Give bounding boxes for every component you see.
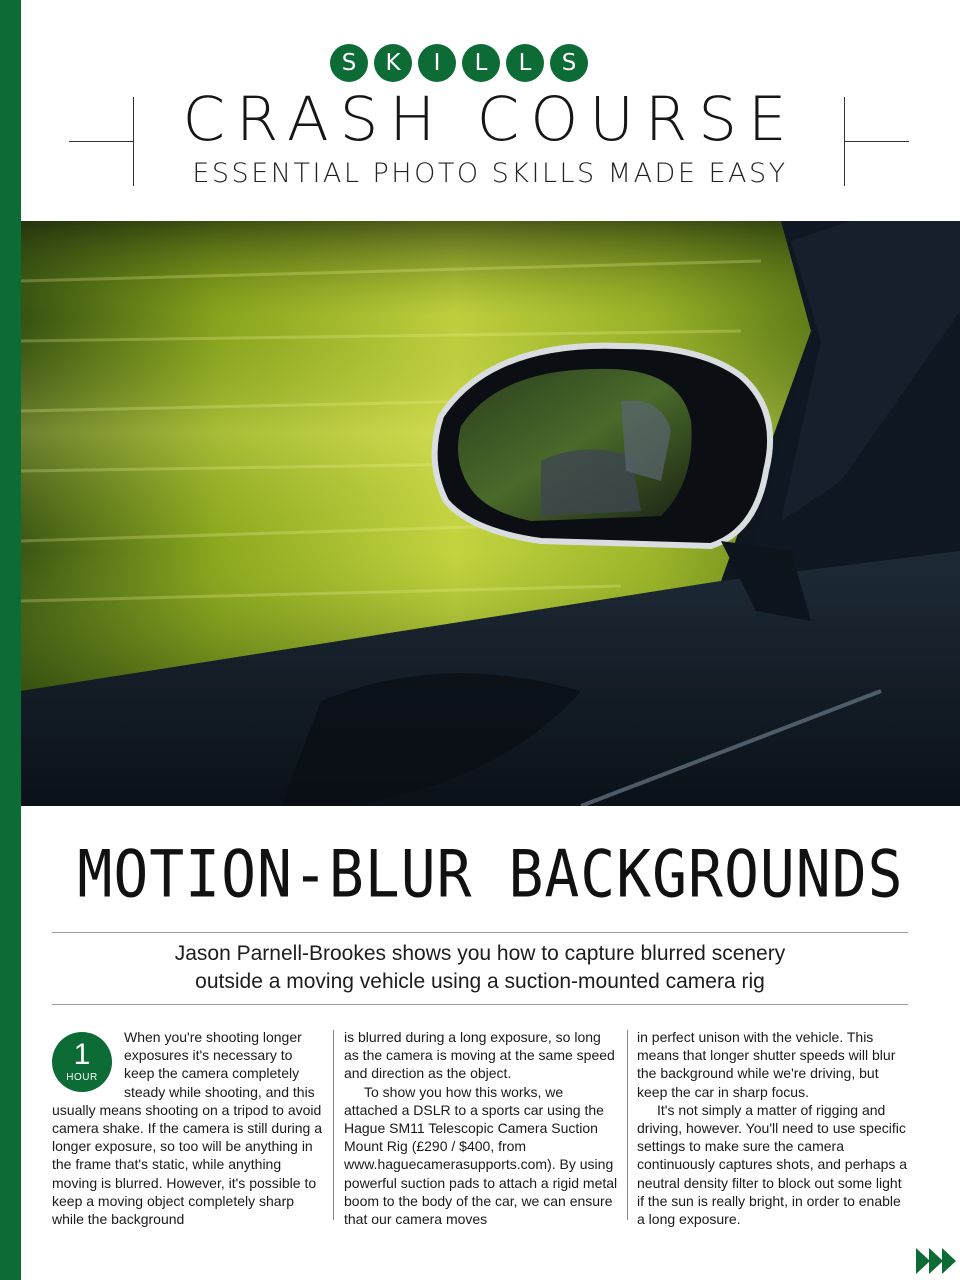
header-bracket-left xyxy=(133,97,134,186)
triple-chevron-right-icon[interactable] xyxy=(917,1248,956,1274)
header-rule-left xyxy=(69,141,133,142)
page-accent-bar xyxy=(0,0,21,1280)
article-headline: MOTION-BLUR BACKGROUNDS xyxy=(77,836,904,913)
standfirst-rule-bottom xyxy=(52,1004,908,1005)
hero-photo xyxy=(21,221,960,806)
column-divider xyxy=(627,1030,628,1220)
skills-badge-row xyxy=(330,44,588,82)
header-bracket-right xyxy=(844,97,845,186)
skills-letter: I xyxy=(418,44,456,82)
body-column-3 xyxy=(637,1028,909,1228)
body-paragraph: To show you how this works, we attached a DSLR to a sports car using the Hague SM11 Telescopic Camera Suction Mount Rig (£290 / $400, from www.haguecamerasupports.com). By using powerful suction pads to attach a rigid metal boom to the body of the car, we can ensure that our camera moves xyxy=(344,1083,618,1228)
skills-letter: S xyxy=(330,44,368,82)
skills-letter: S xyxy=(550,44,588,82)
section-title: CRASH COURSE xyxy=(182,84,798,155)
header-rule-right xyxy=(845,141,909,142)
article-standfirst xyxy=(52,940,908,996)
body-paragraph: When you're shooting longer exposures it's necessary to keep the camera completely steady while shooting, and this usually means shooting on a tripod to avoid camera shake. If the camera is still during a longer exposure, so too will be anything in the frame that's static, while anything moving is blurred. However, it's possible to keep a moving object completely sharp while the background xyxy=(52,1029,323,1228)
time-badge xyxy=(52,1032,112,1092)
body-column-1 xyxy=(52,1028,324,1228)
body-column-2 xyxy=(344,1028,618,1228)
column-divider xyxy=(333,1030,334,1220)
body-paragraph: in perfect unison with the vehicle. This means that longer shutter speeds will blur the background while we're driving, but keep the car in sharp focus. xyxy=(637,1029,896,1100)
section-subtitle: ESSENTIAL PHOTO SKILLS MADE EASY xyxy=(192,158,788,189)
skills-letter: L xyxy=(462,44,500,82)
standfirst-rule-top xyxy=(52,932,908,933)
skills-letter: L xyxy=(506,44,544,82)
body-paragraph: is blurred during a long exposure, so long as the camera is moving at the same speed and direction as the object. xyxy=(344,1029,615,1082)
standfirst-line: Jason Parnell-Brookes shows you how to capture blurred scenery xyxy=(174,942,786,965)
body-paragraph: It's not simply a matter of rigging and driving, however. You'll need to use specific settings to make sure the camera continuously captures shots, and perhaps a neutral density filter to block out some light if the sun is really bright, in order to enable a long exposure. xyxy=(637,1101,908,1228)
car-mirror-illustration xyxy=(21,221,960,806)
time-badge-number: 1 xyxy=(73,1038,91,1071)
time-badge-label: HOUR xyxy=(66,1072,98,1083)
standfirst-line: outside a moving vehicle using a suction-mounted camera rig xyxy=(195,970,765,993)
skills-letter: K xyxy=(374,44,412,82)
